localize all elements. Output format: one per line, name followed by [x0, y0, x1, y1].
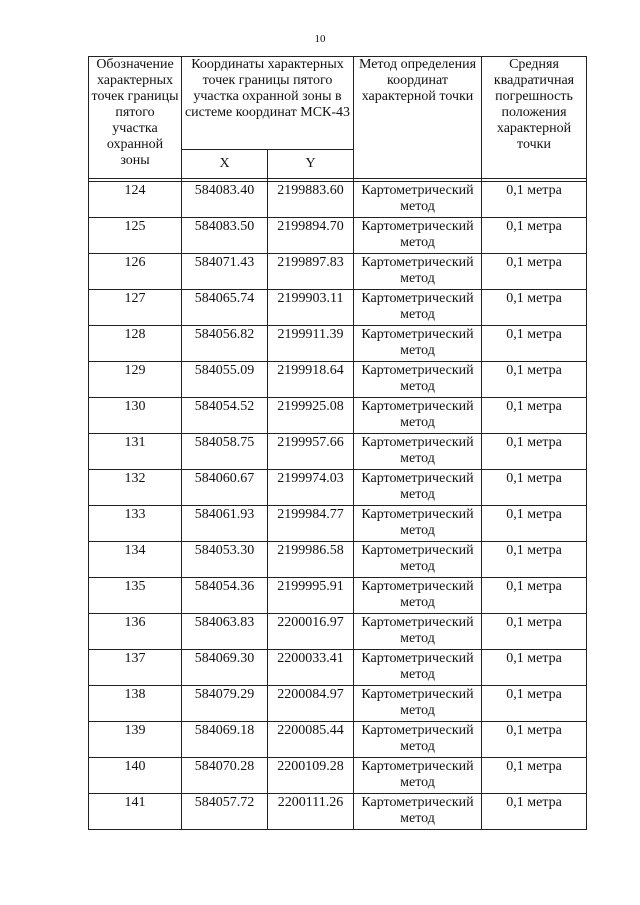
y-coordinate-cell: 2199925.08: [268, 398, 354, 434]
x-coordinate-cell: 584054.36: [182, 578, 268, 614]
x-coordinate-cell: 584063.83: [182, 614, 268, 650]
method-cell: Картометрический метод: [354, 218, 482, 254]
x-coordinate-cell: 584057.72: [182, 794, 268, 830]
y-coordinate-cell: 2199911.39: [268, 326, 354, 362]
point-id-cell: 127: [89, 290, 182, 326]
error-cell: 0,1 метра: [482, 434, 587, 470]
error-cell: 0,1 метра: [482, 290, 587, 326]
point-id-cell: 130: [89, 398, 182, 434]
table-row: [89, 542, 587, 578]
x-coordinate-cell: 584079.29: [182, 686, 268, 722]
point-id-cell: 132: [89, 470, 182, 506]
point-id-cell: 125: [89, 218, 182, 254]
y-coordinate-cell: 2199984.77: [268, 506, 354, 542]
x-coordinate-cell: 584071.43: [182, 254, 268, 290]
y-coordinate-cell: 2199974.03: [268, 470, 354, 506]
error-cell: 0,1 метра: [482, 614, 587, 650]
y-coordinate-cell: 2200016.97: [268, 614, 354, 650]
point-id-cell: 138: [89, 686, 182, 722]
method-cell: Картометрический метод: [354, 794, 482, 830]
error-cell: 0,1 метра: [482, 794, 587, 830]
x-coordinate-cell: 584053.30: [182, 542, 268, 578]
y-coordinate-cell: 2200084.97: [268, 686, 354, 722]
error-cell: 0,1 метра: [482, 218, 587, 254]
table-body: [89, 182, 587, 830]
y-coordinate-cell: 2199903.11: [268, 290, 354, 326]
table-row: [89, 686, 587, 722]
error-cell: 0,1 метра: [482, 398, 587, 434]
method-cell: Картометрический метод: [354, 542, 482, 578]
point-id-cell: 141: [89, 794, 182, 830]
method-cell: Картометрический метод: [354, 758, 482, 794]
point-id-cell: 139: [89, 722, 182, 758]
point-id-cell: 136: [89, 614, 182, 650]
x-coordinate-cell: 584069.18: [182, 722, 268, 758]
x-coordinate-cell: 584065.74: [182, 290, 268, 326]
x-coordinate-cell: 584054.52: [182, 398, 268, 434]
method-cell: Картометрический метод: [354, 686, 482, 722]
method-cell: Картометрический метод: [354, 578, 482, 614]
y-coordinate-cell: 2200033.41: [268, 650, 354, 686]
y-coordinate-cell: 2200109.28: [268, 758, 354, 794]
header-y: Y: [268, 150, 354, 179]
table-header-row: [89, 57, 587, 150]
error-cell: 0,1 метра: [482, 362, 587, 398]
error-cell: 0,1 метра: [482, 326, 587, 362]
y-coordinate-cell: 2200085.44: [268, 722, 354, 758]
x-coordinate-cell: 584083.40: [182, 182, 268, 218]
method-cell: Картометрический метод: [354, 506, 482, 542]
error-cell: 0,1 метра: [482, 470, 587, 506]
table-row: [89, 722, 587, 758]
point-id-cell: 133: [89, 506, 182, 542]
table-row: [89, 398, 587, 434]
method-cell: Картометрический метод: [354, 398, 482, 434]
point-id-cell: 131: [89, 434, 182, 470]
point-id-cell: 129: [89, 362, 182, 398]
method-cell: Картометрический метод: [354, 254, 482, 290]
error-cell: 0,1 метра: [482, 722, 587, 758]
point-id-cell: 137: [89, 650, 182, 686]
error-cell: 0,1 метра: [482, 182, 587, 218]
header-error: Средняя квадратичная погрешность положения характерной точки: [482, 57, 587, 179]
error-cell: 0,1 метра: [482, 650, 587, 686]
error-cell: 0,1 метра: [482, 578, 587, 614]
y-coordinate-cell: 2199986.58: [268, 542, 354, 578]
method-cell: Картометрический метод: [354, 362, 482, 398]
table-row: [89, 182, 587, 218]
y-coordinate-cell: 2199894.70: [268, 218, 354, 254]
x-coordinate-cell: 584060.67: [182, 470, 268, 506]
table-row: [89, 758, 587, 794]
header-coordinates: Координаты характерных точек границы пятого участка охранной зоны в системе координат МСК-43: [182, 57, 354, 150]
point-id-cell: 128: [89, 326, 182, 362]
y-coordinate-cell: 2199957.66: [268, 434, 354, 470]
x-coordinate-cell: 584058.75: [182, 434, 268, 470]
method-cell: Картометрический метод: [354, 326, 482, 362]
header-x: X: [182, 150, 268, 179]
y-coordinate-cell: 2199918.64: [268, 362, 354, 398]
error-cell: 0,1 метра: [482, 686, 587, 722]
table-row: [89, 650, 587, 686]
table-row: [89, 362, 587, 398]
method-cell: Картометрический метод: [354, 434, 482, 470]
point-id-cell: 134: [89, 542, 182, 578]
table-row: [89, 254, 587, 290]
method-cell: Картометрический метод: [354, 614, 482, 650]
header-point: Обозначение характерных точек границы пятого участка охранной зоны: [89, 57, 182, 179]
point-id-cell: 126: [89, 254, 182, 290]
x-coordinate-cell: 584070.28: [182, 758, 268, 794]
coordinates-table: [88, 56, 587, 830]
table-row: [89, 794, 587, 830]
table-row: [89, 470, 587, 506]
table-row: [89, 290, 587, 326]
x-coordinate-cell: 584061.93: [182, 506, 268, 542]
error-cell: 0,1 метра: [482, 758, 587, 794]
method-cell: Картометрический метод: [354, 470, 482, 506]
y-coordinate-cell: 2200111.26: [268, 794, 354, 830]
point-id-cell: 124: [89, 182, 182, 218]
table-row: [89, 218, 587, 254]
table-row: [89, 506, 587, 542]
y-coordinate-cell: 2199897.83: [268, 254, 354, 290]
x-coordinate-cell: 584069.30: [182, 650, 268, 686]
x-coordinate-cell: 584055.09: [182, 362, 268, 398]
table-row: [89, 434, 587, 470]
header-method: Метод определения координат характерной точки: [354, 57, 482, 179]
error-cell: 0,1 метра: [482, 542, 587, 578]
table-row: [89, 578, 587, 614]
method-cell: Картометрический метод: [354, 722, 482, 758]
table-row: [89, 326, 587, 362]
method-cell: Картометрический метод: [354, 182, 482, 218]
point-id-cell: 140: [89, 758, 182, 794]
y-coordinate-cell: 2199995.91: [268, 578, 354, 614]
error-cell: 0,1 метра: [482, 506, 587, 542]
x-coordinate-cell: 584083.50: [182, 218, 268, 254]
point-id-cell: 135: [89, 578, 182, 614]
method-cell: Картометрический метод: [354, 290, 482, 326]
table-row: [89, 614, 587, 650]
error-cell: 0,1 метра: [482, 254, 587, 290]
page-number: 10: [314, 33, 326, 45]
y-coordinate-cell: 2199883.60: [268, 182, 354, 218]
method-cell: Картометрический метод: [354, 650, 482, 686]
x-coordinate-cell: 584056.82: [182, 326, 268, 362]
